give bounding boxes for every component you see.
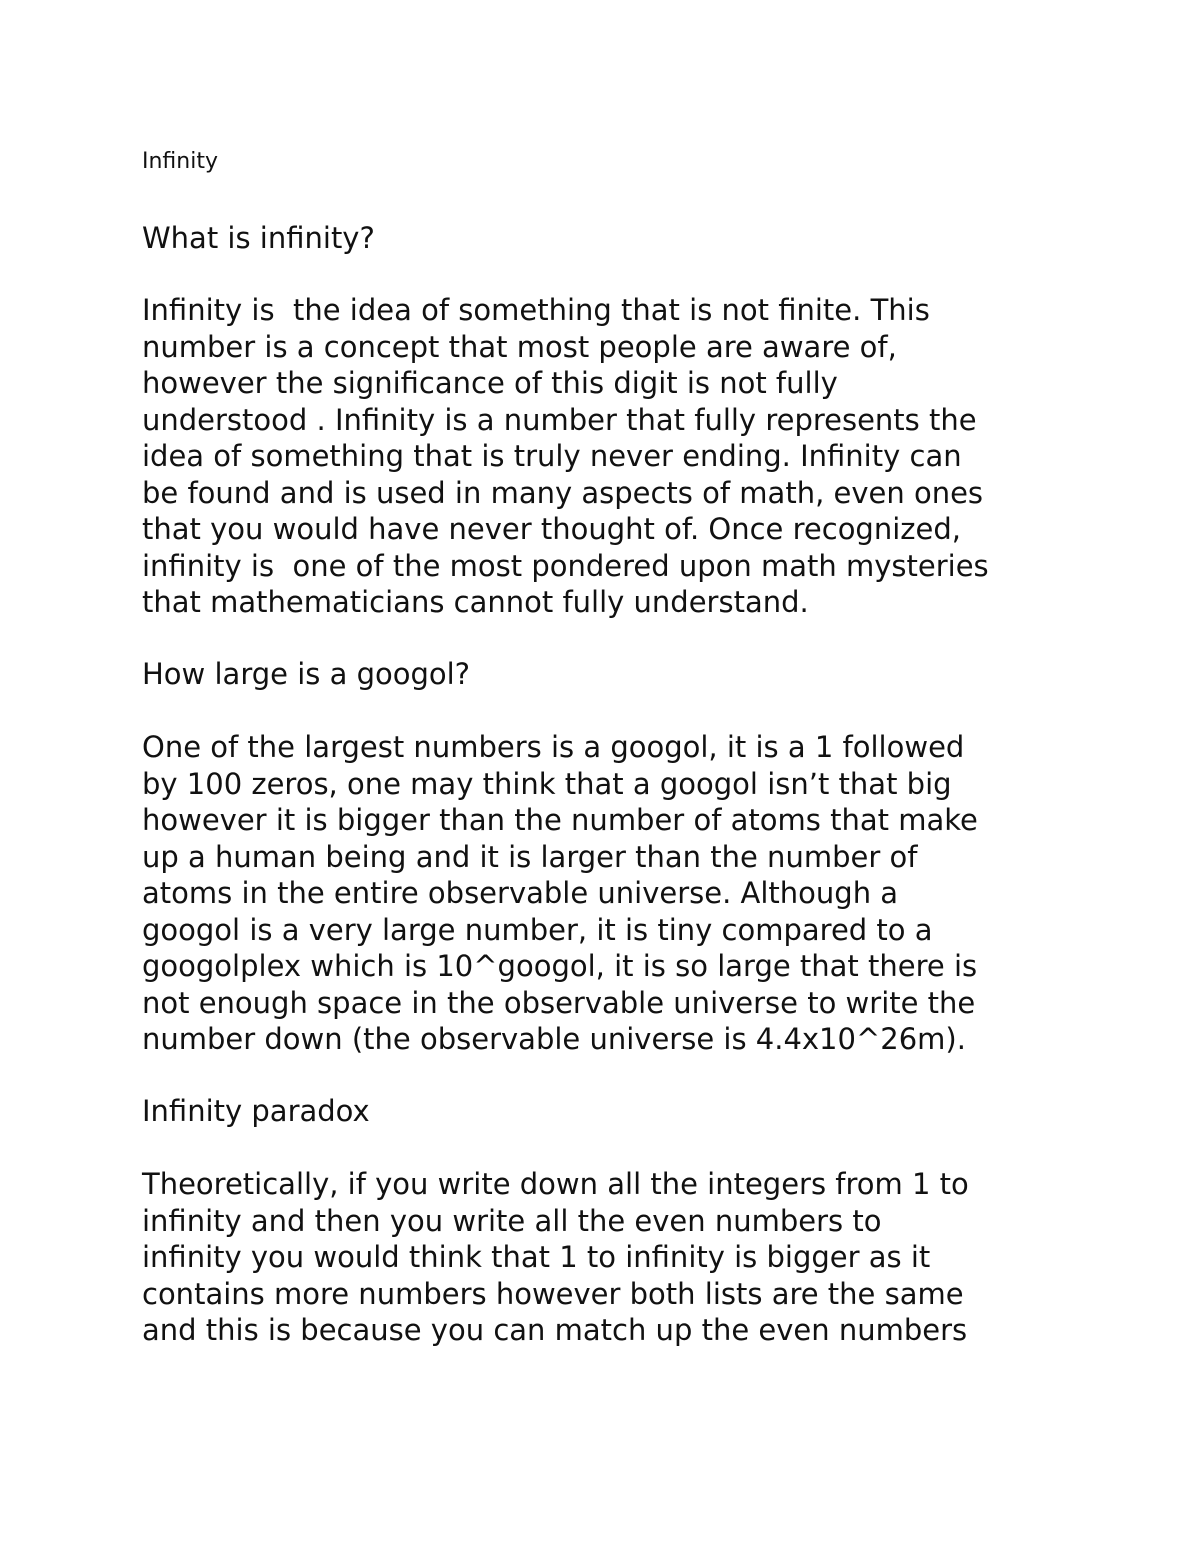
body-line: infinity and then you write all the even numbers to xyxy=(142,1203,882,1238)
body-line: that mathematicians cannot fully understand. xyxy=(142,585,809,619)
body-line: number down (the observable universe is 4.4x10^26m). xyxy=(142,1022,966,1056)
section-body-googol xyxy=(142,729,1102,1058)
body-line: Theoretically, if you write down all the integers from 1 to xyxy=(142,1167,969,1201)
body-line: and this is because you can match up the even numbers xyxy=(142,1313,968,1347)
body-line: however it is bigger than the number of atoms that make xyxy=(142,803,978,837)
body-line: by 100 zeros, one may think that a googol isn’t that big xyxy=(142,766,952,801)
section-heading-infinity-paradox: Infinity paradox xyxy=(142,1094,370,1128)
section-heading-googol: How large is a googol? xyxy=(142,657,471,691)
body-line: idea of something that is truly never ending. Infinity can xyxy=(142,439,962,473)
body-line: infinity you would think that 1 to infinity is bigger as it xyxy=(142,1240,931,1274)
body-line: googol is a very large number, it is tiny compared to a xyxy=(142,912,933,947)
document-title: Infinity xyxy=(142,149,218,174)
section-heading-what-is-infinity: What is infinity? xyxy=(142,221,375,255)
body-line: number is a concept that most people are aware of, xyxy=(142,329,897,364)
body-line: infinity is one of the most pondered upon math mysteries xyxy=(142,548,989,583)
body-line: however the significance of this digit is not fully xyxy=(142,366,838,400)
body-line: Infinity is the idea of something that is not finite. This xyxy=(142,293,930,327)
body-line: understood . Infinity is a number that fully represents the xyxy=(142,402,977,437)
body-line: One of the largest numbers is a googol, it is a 1 followed xyxy=(142,730,965,764)
body-line: not enough space in the observable universe to write the xyxy=(142,985,976,1020)
body-line: be found and is used in many aspects of math, even ones xyxy=(142,475,984,510)
body-line: contains more numbers however both lists are the same xyxy=(142,1276,964,1311)
body-line: up a human being and it is larger than the number of xyxy=(142,839,918,874)
section-body-infinity-paradox xyxy=(142,1166,1102,1349)
body-line: googolplex which is 10^googol, it is so large that there is xyxy=(142,949,978,983)
body-line: atoms in the entire observable universe. Although a xyxy=(142,876,899,910)
body-line: that you would have never thought of. Once recognized, xyxy=(142,512,961,546)
section-body-what-is-infinity xyxy=(142,292,1102,621)
